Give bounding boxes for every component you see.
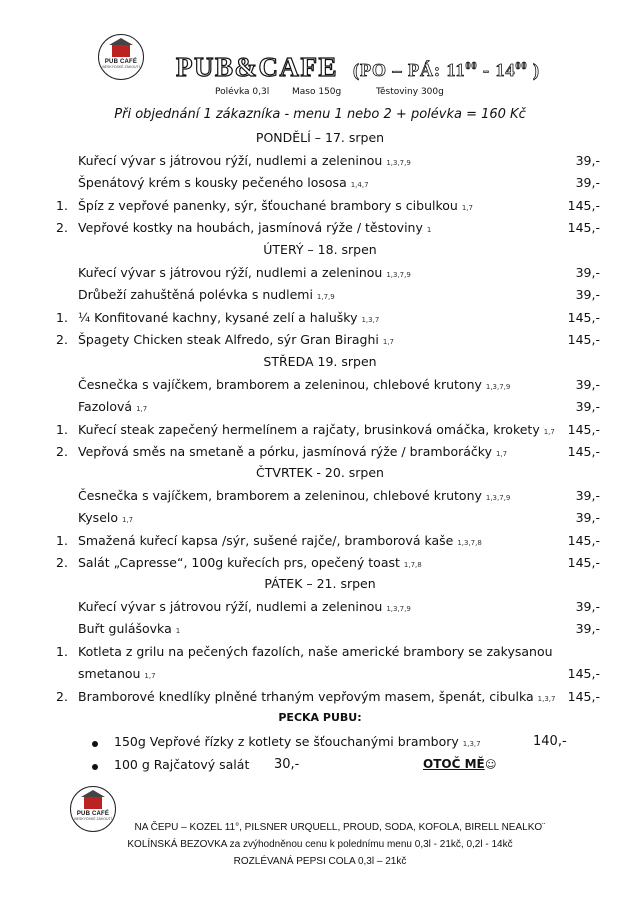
footer-drinks: NA ČEPU – KOZEL 11°, PILSNER URQUELL, PROUD, SODA, KOFOLA, BIRELL NEALKO¨ — [134, 822, 546, 833]
day-heading: PONDĚLÍ – 17. srpen — [255, 130, 385, 145]
pecka-price: 30,- — [274, 757, 300, 772]
dish-name: Kotleta z grilu na pečených fazolích, naše americké brambory se zakysanou — [78, 643, 553, 659]
dish-name: Česnečka s vajíčkem, bramborem a zeleninou, chlebové krutony 1,3,7,9 — [78, 487, 511, 503]
menu-number: 1. — [56, 532, 68, 548]
logo-subtext: BESKYDSKÉ ZÁKOUTÍ — [102, 65, 140, 69]
pecka-item: 150g Vepřové řízky z kotlety se šťouchanými brambory 1,3,7 — [114, 734, 481, 749]
dish-price: 39,- — [575, 621, 600, 636]
dish-name: Špíz z vepřové panenky, sýr, šťouchané brambory s cibulkou 1,7 — [78, 197, 473, 213]
portion-soup: Polévka 0,3l — [215, 87, 270, 97]
pecka-heading: PECKA PUBU: — [278, 711, 362, 724]
dish-price: 39,- — [575, 152, 600, 168]
day-heading: STŘEDA 19. srpen — [263, 354, 377, 369]
menu-number: 1. — [56, 421, 68, 437]
menu-number: 1. — [56, 643, 68, 659]
dish-name: Drůbeží zahuštěná polévka s nudlemi 1,7,9 — [78, 287, 335, 302]
dish-price: 145,- — [567, 197, 600, 213]
menu-number: 2. — [56, 688, 68, 704]
dish-price: 145,- — [567, 532, 600, 548]
dish-price: 145,- — [567, 444, 600, 459]
dish-price: 145,- — [567, 688, 600, 704]
dish-name: Fazolová 1,7 — [78, 399, 148, 414]
dish-price: 39,- — [575, 287, 600, 302]
dish-name-cont: smetanou 1,7 — [78, 666, 156, 681]
dish-name: Česnečka s vajíčkem, bramborem a zeleninou, chlebové krutony 1,3,7,9 — [78, 376, 511, 392]
menu-offer: Při objednání 1 zákazníka - menu 1 nebo 2 + polévka = 160 Kč — [114, 107, 526, 122]
dish-price: 39,- — [575, 264, 600, 280]
footer-bezovka: KOLÍNSKÁ BEZOVKA za zvýhodněnou cenu k polednímu menu 0,3l - 21kč, 0,2l - 14kč — [127, 839, 513, 850]
logo-text: PUB CAFÉ — [76, 811, 110, 817]
smiley-icon: ☺ — [485, 758, 497, 771]
dish-name: Špenátový krém s kousky pečeného lososa 1,4,7 — [78, 175, 369, 190]
day-heading: ČTVRTEK - 20. srpen — [256, 465, 384, 480]
logo-subtext: BESKYDSKÉ ZÁKOUTÍ — [74, 817, 112, 821]
dish-price: 145,- — [567, 332, 600, 347]
dish-price: 145,- — [567, 555, 600, 570]
pecka-price: 140,- — [533, 734, 567, 749]
bullet-icon — [92, 764, 98, 770]
dish-price: 39,- — [575, 376, 600, 392]
logo-text: PUB CAFÉ — [104, 59, 138, 65]
dish-price: 39,- — [575, 175, 600, 190]
menu-number: 1. — [56, 309, 68, 325]
dish-name: Kyselo 1,7 — [78, 510, 134, 525]
dish-name: Smažená kuřecí kapsa /sýr, sušené rajče/, bramborová kaše 1,3,7,8 — [78, 532, 482, 548]
dish-name: Kuřecí vývar s játrovou rýží, nudlemi a zeleninou 1,3,7,9 — [78, 598, 411, 614]
pub-cafe-logo-top — [98, 34, 144, 80]
dish-price: 145,- — [567, 220, 600, 235]
dish-name: Kuřecí vývar s játrovou rýží, nudlemi a zeleninou 1,3,7,9 — [78, 264, 411, 280]
menu-number: 2. — [56, 332, 68, 347]
portion-meat: Maso 150g — [292, 87, 342, 97]
opening-hours: (PO – PÁ: $11^{00} - 14^{00}$ ) — [353, 60, 540, 80]
pecka-item: 100 g Rajčatový salát — [114, 757, 250, 772]
dish-name: Kuřecí vývar s játrovou rýží, nudlemi a zeleninou 1,3,7,9 — [78, 152, 411, 168]
dish-name: Vepřová směs na smetaně a pórku, jasmínová rýže / bramboráčky 1,7 — [78, 444, 508, 459]
footer-pepsi: ROZLÉVANÁ PEPSI COLA 0,3l – 21kč — [233, 856, 407, 867]
house-icon — [112, 45, 130, 57]
dish-price: 145,- — [567, 666, 600, 681]
dish-price: 39,- — [575, 510, 600, 525]
dish-name: Kuřecí steak zapečený hermelínem a rajčaty, brusinková omáčka, krokety 1,7 — [78, 421, 555, 437]
dish-price: 39,- — [575, 399, 600, 414]
menu-number: 2. — [56, 220, 68, 235]
bullet-icon — [92, 741, 98, 747]
dish-price: 39,- — [575, 598, 600, 614]
dish-name: Vepřové kostky na houbách, jasmínová rýže / těstoviny 1 — [78, 220, 432, 235]
page-title: PUB&CAFE — [176, 52, 338, 82]
dish-price: 145,- — [567, 421, 600, 437]
house-icon — [84, 797, 102, 809]
day-heading: ÚTERÝ – 18. srpen — [263, 242, 377, 257]
dish-name: ¼ Konfitované kachny, kysané zelí a halušky 1,3,7 — [78, 309, 380, 325]
dish-name: Bramborové knedlíky plněné trhaným vepřovým masem, špenát, cibulka 1,3,7 — [78, 688, 556, 704]
dish-name: Špagety Chicken steak Alfredo, sýr Gran Biraghi 1,7 — [78, 332, 394, 347]
dish-price: 145,- — [567, 309, 600, 325]
menu-number: 2. — [56, 555, 68, 570]
dish-name: Salát „Capresse“, 100g kuřecích prs, opečený toast 1,7,8 — [78, 555, 422, 570]
dish-price: 39,- — [575, 487, 600, 503]
menu-number: 2. — [56, 444, 68, 459]
turn-over-note: OTOČ MĚ — [423, 757, 485, 771]
portion-pasta: Těstoviny 300g — [376, 87, 444, 97]
dish-name: Buřt gulášovka 1 — [78, 621, 181, 636]
day-heading: PÁTEK – 21. srpen — [264, 576, 376, 591]
menu-number: 1. — [56, 197, 68, 213]
